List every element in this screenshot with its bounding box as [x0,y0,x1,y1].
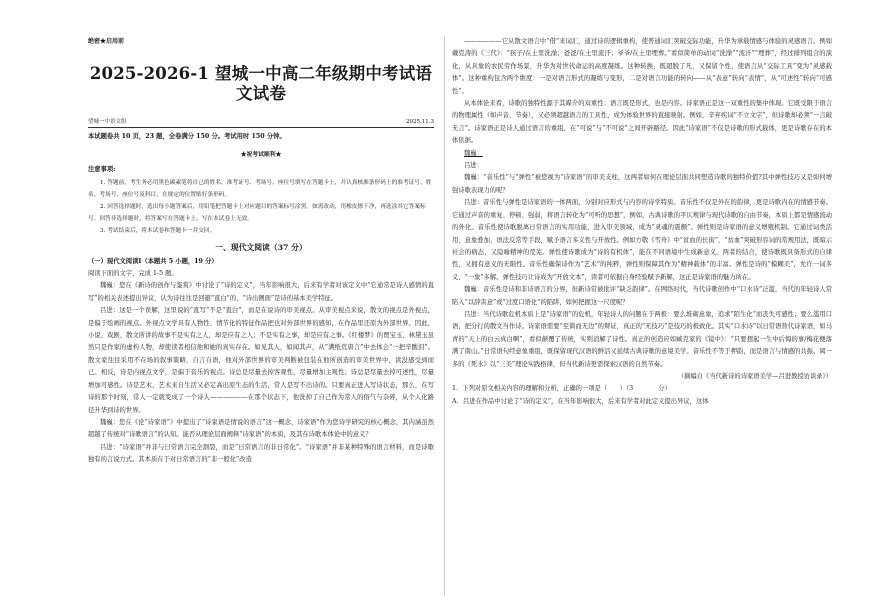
notes-label: 注意事项: [88,166,116,174]
left-column [88,36,434,467]
interview-paragraph: 魏巍：您在《论“诗家语”》中提出了“诗家语是情说的语言”这一概念，诗家语”作为您诗学研究的核心概念，其内涵虽然超越了传统对“诗歌语言”的认知。能否从理论层面阐释“诗家语”的本质，及其在诗歌本体论中的意义？ [88,418,434,439]
school-date-row [88,118,434,128]
note-item: 3. 考试结束后，将本试卷和答题卡一并交回。 [100,228,216,235]
question-stem: 1．下列对原文相关内容的理解和分析，正确的一项是（ ）（3 分） [452,385,671,393]
interview-paragraph: 魏巍：您在《新诗的创作与鉴赏》中讨论了“诗的定义”，当年影响很大，后来有学者对该定义中“它通常是诗人感情的直写”的相关表述提出异议，认为诗往往是回避“直白”的，“诗出侧面”是诗的基本美学特征。 [88,282,434,302]
section-title: 一、现代文阅读（37 分） [215,242,307,252]
school-name: 望城一中语文组 [88,119,127,126]
question-option-a: A．吕进在作品中讨论了“诗的定义”，在当年影响很大，后来有学者对此定义提出异议，这体 [452,397,709,405]
interview-paragraph: 魏巍：“音乐性”与“弹性”被您视为“诗家语”的审美支柱，这两者如何在理论层面共同塑造诗歌的独特价值?其中弹性技巧又是如何增强诗歌表现力的呢？ [452,174,832,194]
reading-instruction: 阅读下面的文字，完成 1-5 题。 [88,270,178,278]
note-item: 2. 回答选择题时，选出每小题答案后，用铅笔把答题卡上对应题目的答案标号涂黑。如需改动，用橡皮擦干净，再选涂其它答案标号。回答非选择题时，将答案写在答题卡上。写在本试卷上无效。 [88,204,426,223]
interview-paragraph: 吕进：音乐性与弹性是诗家语的一体两面，分别对应形式与内容的诗学特质。音乐性不仅是外在的韵律，更是诗歌内在的情感节奏。它通过声音的重复、停顿、强弱，将语言转化为“可听的思想”，例如，古典诗歌的平仄规律与现代诗歌的自由节奏，本质上都是情感流动的外化。音乐性使诗歌脱离日常语言的实用功能，进入审美领域，成为“灵魂的震颤”。弹性则是诗家语的意义增殖机制。它通过词类活用、意象叠加、语法反常等手段，赋予语言多义性与开放性。例如方敬《雪舟》中“贫血的长街”，“贫血”突破形容词的常规用法，既暗示社会的病态，又隐喻精神的荒芜。弹性使诗歌成为“诗的有机体”，能在不同语境中生成新意义。两者的结合，使诗歌既具备形式的自律性，又拥有意义的无限性。音乐性确保诗作为“艺术”的纯粹，弹性则保障其作为“精神载体”的丰富。弹性是诗的“模糊美”，允许一词多义、“一象”多解。弹性技巧让诗成为“开放文本”，读者可依据自身经验赋予新解，这正是诗家语的魅力所在。 [452,199,832,281]
source-citation: （摘编自《当代新诗的诗家语美学—吕进教授访谈录》） [677,372,832,380]
interview-paragraph: 吕进：当代诗歌危机本质上是“诗家语”的危机，年轻诗人的问题在于两极：要么堆砌意象，追求“陌生化”而丧失可感性；要么滥用口语，把分行的散文当作诗。诗家语需要“至简而无边”的辩证，真正的“无技巧”是技巧的极致化。其实“口水诗”以日常语替代诗家语，如马青的“天上的白云真白啊”，看似颠覆了传统，实则消解了诗性。真正的创造应如臧克家的《镜中》：“只要想起一生中后悔的事/梅花便落满了南山。”日常语句经意象重组，既保留现代汉语的鲜活又延续古典诗歌的意境美学。音乐性不等于押韵，而是语言与情感的共振。阅一多的《死水》以“三美”理论实践格律，但当代新诗更需探索汉语的自然节奏。 [452,310,832,368]
right-column [452,36,832,408]
interview-paragraph: 从本体论来看，诗歌的独特性源于其媒介的双重性：语言既是形式，也是内容。诗家语正是这一双重性的集中体现。它既受限于语言的物理属性（如声音、节奏），又必须超越语言的工具性，成为体验世界的直接映射。例如，辛弃疾词“不立文字”，但诗歌却必须“一言破无言”。诗家语正是诗人通过语言的重组，在“可说”与“不可说”之间开辟路径。因此“诗家语”不仅是诗歌的形式载体，更是诗歌存在的本体依据。 [452,100,832,145]
exam-date: 2025.11.3 [406,119,434,126]
interview-paragraph: 吕进： [464,162,483,170]
blank-question-line: 魏巍： [464,149,483,157]
column-divider [444,36,445,596]
exam-title: 2025-2026-1 望城一中高二年级期中考试语文试卷 [89,64,433,104]
interview-paragraph: 吕进：“诗家语”并非与日常语言完全割裂，而是“日常语言的非日常化”。“诗家语”并非某种特殊的语言材料，而是诗歌独有的言说方式。其本质在于对日常语言的“非一般化”改造 [88,443,434,464]
interview-paragraph: 吕进：这是一个误解，这里说的“直写”不是“直白”，而是在说诗的审美视点。从审美视点来说，散文的视点是外视点，是偏于绘画的视点。外视点文学具有人物性、情节化的特征作品把也对外部世界的感知，在作品里还原为外部世界。因此，小说、戏剧、散文所讲的故事不是实有之人，却是应有之人；不是实有之事，却是应有之事。《红楼梦》的贾宝玉、林黛玉虽然只是作家的虚构人物，却使读者相信他和她的真实存在。如见其人，如闻其声，从“满纸荒唐言”中去体会“一把辛酸泪”。散文家往往采用不在场的叙事策略，自言自语，他对外部世界的审美判断被包装在他所创造的审美世界中，读没感受到而已。相反，诗是内视点文学，是偏于音乐的视点。诗总是尽量去掉客观性，尽量增加主观性；诗总是尽量去掉可述性，尽量增加可感性。诗是艺术，艺术来自生活又必定高出原生态的生活，常人是写不出诗的。只要真正进入写诗状态，那么，在写诗的那个时刻，常人一定就变成了一个诗人——————在那个状态下，他洗掉了自己作为常人的俗气与杂碎，从个人化路径升华到诗的世界。 [88,307,434,414]
exam-info: 本试题卷共 10 页，23 题，全卷满分 150 分。考试用时 150 分钟。 [88,133,286,141]
subsection-title: （一）现代文阅读Ⅰ（本题共 5 小题，19 分） [88,257,218,265]
note-item: 1. 答题前，考生务必用黑色碳素笔将自己的姓名、准考证号、考场号、座位号填写在答题卡上，并认真核准条形码上的准考证号、姓名、考场号、座位号及科目，在规定的位置贴好条形码。 [88,179,432,198]
exam-wish: ★祝考试顺利★ [240,151,282,158]
interview-paragraph: 魏巍：音乐性是诗和非诗语言的分界，但新诗常被批评“缺乏韵律”。在网络时代，当代诗歌创作中“口水诗”泛滥，当代的年轻诗人常陷入“以辞害意”或“过度口语化”的陷阱，如何把握这一尺度呢？ [452,286,832,306]
secret-mark: 绝密★启用前 [88,38,125,45]
interview-paragraph: ——————它从散文语言中“借”来词汇，通过诗的逻辑重构，使普通词汇突破交际功能，升华为承载情感与体验的灵感语言。例如戴克涛的《三代》：“孩子/在土里洗澡；爸爸/在土里流汗；爷爷/在土里埋葬。”看似简单的动词“洗澡”“流汗”“埋葬”，经过排列组合的演化，从具象的农民劳作场景，升华为对世代命运的高度凝练。这种转换，既超脱了凡，又保留个性，使语言从“交际工具”变为“灵感载体”。这种重构包含两个维度：一是对语言形式的凝练与变形，二是对语言功能的转向——从“表意”转向“表情”，从“可述性”转向“可感性”。 [452,38,832,95]
